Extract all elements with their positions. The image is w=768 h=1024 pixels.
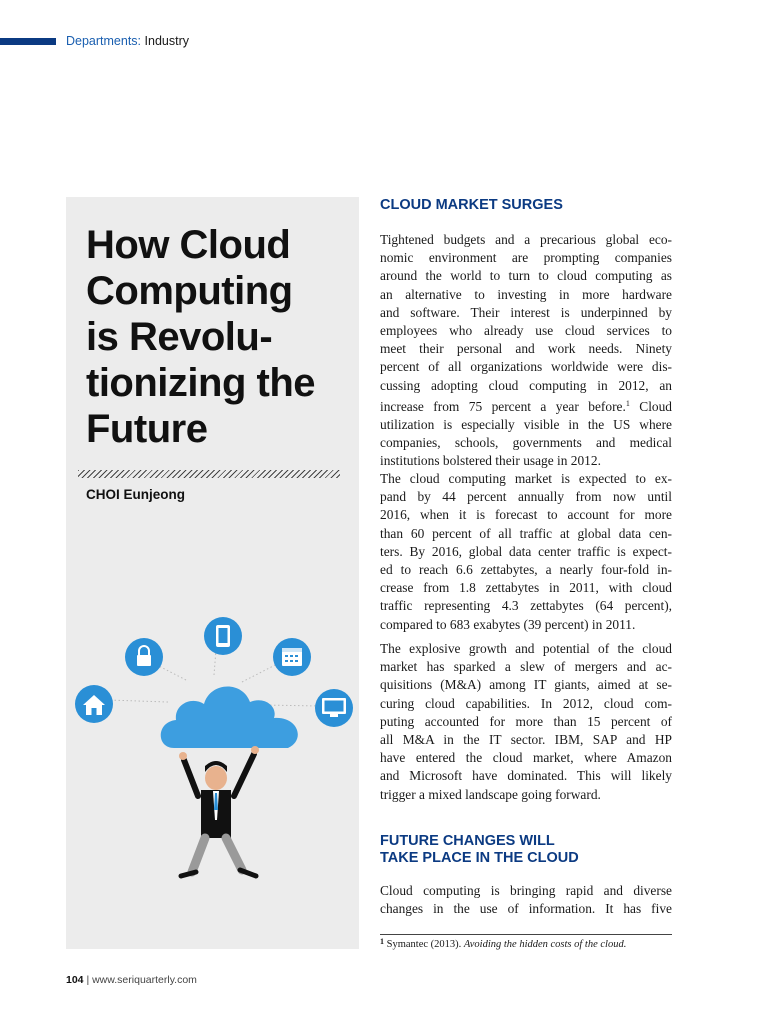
text-line: traffic representing 4.3 zettabytes (64 percent), xyxy=(380,598,672,614)
footnote-source: Symantec (2013). xyxy=(384,939,464,950)
text-line: curing cloud capabilities. In 2012, cloud com- xyxy=(380,695,672,711)
text-line: and software. Their interest is underpinned by xyxy=(380,304,672,320)
text-line: nomic environment are prompting companies xyxy=(380,250,672,266)
text-line-with-footnote xyxy=(380,395,672,416)
text-line: puting accounted for more than 15 percent of xyxy=(380,713,672,729)
article-title xyxy=(86,222,356,452)
text-line: utilization is especially visible in the US where xyxy=(380,417,672,433)
lock-icon xyxy=(125,638,163,676)
text-line: an alternative to investing in more hardware xyxy=(380,286,672,302)
department-label: Departments: xyxy=(66,34,142,48)
title-line: Computing xyxy=(86,269,293,313)
cloud-shape xyxy=(161,686,298,748)
text-segment: Cloud xyxy=(629,398,673,414)
section-heading: CLOUD MARKET SURGES xyxy=(380,197,563,213)
text-line: than 60 percent of all traffic at global data cen- xyxy=(380,525,672,541)
author-name: CHOI Eunjeong xyxy=(86,487,185,502)
paragraph xyxy=(380,640,672,804)
text-line: all M&A in the IT sector. IBM, SAP and HP xyxy=(380,732,672,748)
title-line: Future xyxy=(86,407,208,451)
text-line: cussing adopting cloud computing in 2012, an xyxy=(380,377,672,393)
text-line: trigger a mixed landscape going forward. xyxy=(380,786,601,802)
text-line: and Microsoft have dominated. This will likely xyxy=(380,768,672,784)
home-icon xyxy=(75,685,113,723)
text-line: companies, schools, governments and medical xyxy=(380,435,672,451)
footnote xyxy=(380,937,626,950)
footnote-rule xyxy=(380,934,672,935)
department-bar xyxy=(0,38,56,45)
text-line: The explosive growth and potential of the cloud xyxy=(380,641,672,656)
text-line: employees who already use cloud services to xyxy=(380,323,672,339)
text-line: compared to 683 exabytes (39 percent) in 2011. xyxy=(380,616,636,632)
footnote-marker: 1 xyxy=(625,398,630,408)
footer-separator: | xyxy=(83,974,93,986)
title-line: How Cloud xyxy=(86,223,291,267)
text-line: The cloud computing market is expected to ex- xyxy=(380,471,672,486)
text-line: Cloud computing is bringing rapid and diverse xyxy=(380,883,672,898)
section-heading xyxy=(380,833,680,867)
text-line: pand by 44 percent annually from now until xyxy=(380,489,672,505)
text-line: ed to reach 6.6 zettabytes, a nearly four-fold in- xyxy=(380,562,672,578)
text-line: 2016, when it is forecast to account for more xyxy=(380,507,672,523)
hatched-divider xyxy=(78,470,340,478)
footnote-number: 1 xyxy=(380,937,384,946)
text-line: percent of all organizations worldwide were dis- xyxy=(380,359,672,375)
text-line: Tightened budgets and a precarious global eco- xyxy=(380,232,672,247)
text-line: ters. By 2016, global data center traffic is expect- xyxy=(380,543,672,559)
text-segment: increase from 75 percent a year before. xyxy=(380,398,626,414)
text-line: crease from 1.8 zettabytes in 2011, with cloud xyxy=(380,580,672,596)
department-value: Industry xyxy=(144,34,189,48)
page-footer xyxy=(66,974,197,986)
footnote-title: Avoiding the hidden costs of the cloud. xyxy=(463,939,627,950)
heading-line: FUTURE CHANGES WILL xyxy=(380,833,555,849)
title-line: tionizing the xyxy=(86,361,316,405)
tablet-icon xyxy=(204,617,242,655)
text-line: have entered the cloud market, where Amazon xyxy=(380,750,672,766)
text-line: meet their personal and work needs. Ninety xyxy=(380,341,672,357)
monitor-icon xyxy=(315,689,353,727)
text-line: quisitions (M&A) among IT giants, aimed at se- xyxy=(380,677,672,693)
paragraph xyxy=(380,231,672,471)
title-line: is Revolu- xyxy=(86,315,273,359)
footer-site: www.seriquarterly.com xyxy=(92,974,197,986)
paragraph xyxy=(380,470,672,634)
cloud-illustration xyxy=(66,610,359,900)
text-line: changes in the use of information. It has five xyxy=(380,901,672,917)
text-line: institutions bolstered their usage in 2012. xyxy=(380,453,601,469)
calendar-icon xyxy=(273,638,311,676)
text-line: market has sparked a slew of mergers and ac- xyxy=(380,659,672,675)
department-header xyxy=(66,34,189,48)
heading-line: TAKE PLACE IN THE CLOUD xyxy=(380,850,579,866)
paragraph xyxy=(380,882,672,918)
page-number: 104 xyxy=(66,974,84,986)
text-line: around the world to turn to cloud computing as xyxy=(380,268,672,284)
businessman-figure xyxy=(179,746,259,876)
